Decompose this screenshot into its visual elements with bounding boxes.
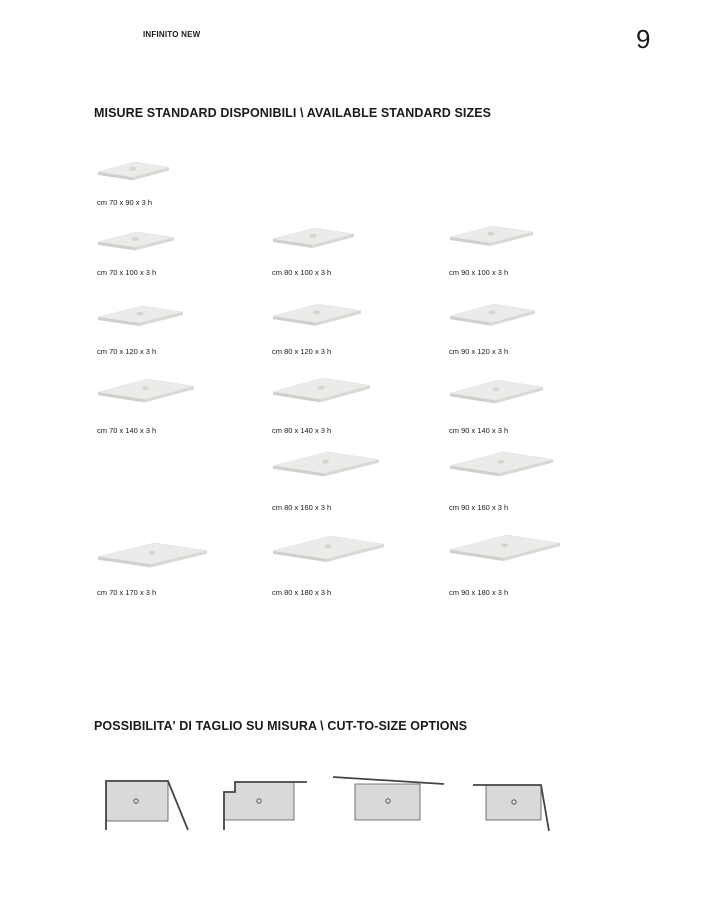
size-label: cm 70 x 90 x 3 h [97, 198, 153, 207]
shower-tray-item [272, 534, 388, 575]
shower-tray-image [272, 450, 383, 489]
size-label: cm 70 x 140 x 3 h [97, 426, 157, 435]
shower-tray-item [97, 230, 178, 262]
shower-tray-image [97, 304, 187, 338]
shower-tray-item [449, 533, 564, 574]
size-label: cm 80 x 120 x 3 h [272, 347, 332, 356]
shower-tray-image [272, 534, 388, 575]
drain-icon [489, 311, 495, 314]
shower-tray-item [272, 450, 383, 489]
shower-tray-image [272, 226, 358, 260]
shower-tray-item [97, 160, 173, 192]
drain-icon [137, 312, 143, 315]
shower-tray-image [449, 533, 564, 574]
shower-tray-image [97, 230, 178, 262]
shower-tray-image [272, 376, 374, 415]
size-label: cm 80 x 100 x 3 h [272, 268, 332, 277]
size-label: cm 90 x 100 x 3 h [449, 268, 509, 277]
cut-options-title: POSSIBILITA' DI TAGLIO SU MISURA \ CUT-TO-SIZE OPTIONS [94, 719, 468, 733]
size-label: cm 80 x 160 x 3 h [272, 503, 332, 512]
shower-tray-image [97, 377, 198, 415]
brand-name: INFINITO NEW [143, 30, 201, 39]
shower-tray-item [449, 224, 537, 258]
shower-tray-image [449, 378, 547, 416]
shower-tray-item [272, 302, 365, 338]
size-label: cm 90 x 180 x 3 h [449, 588, 509, 597]
cut-option-slanted-wall [330, 772, 448, 824]
drain-icon [142, 387, 148, 390]
shower-tray-image [97, 160, 173, 192]
size-label: cm 70 x 120 x 3 h [97, 347, 157, 356]
shower-tray-item [449, 302, 539, 338]
shower-tray-image [97, 541, 211, 580]
shower-tray-item [97, 304, 187, 338]
standard-sizes-title: MISURE STANDARD DISPONIBILI \ AVAILABLE STANDARD SIZES [94, 106, 492, 120]
size-label: cm 70 x 100 x 3 h [97, 268, 157, 277]
drain-icon [322, 460, 328, 463]
drain-icon [310, 234, 316, 237]
shower-tray-item [97, 377, 198, 415]
drain-icon [313, 311, 319, 314]
shower-tray-item [97, 541, 211, 580]
cut-option-angled-side [470, 778, 554, 836]
drain-icon [488, 232, 494, 235]
shower-tray-image [272, 302, 365, 338]
cut-option-diagonal [100, 774, 196, 836]
size-label: cm 80 x 140 x 3 h [272, 426, 332, 435]
drain-icon [325, 545, 331, 548]
drain-icon [493, 388, 499, 391]
size-label: cm 80 x 180 x 3 h [272, 588, 332, 597]
drain-icon [130, 167, 136, 170]
shower-tray-image [449, 302, 539, 338]
shower-tray-item [449, 450, 557, 489]
drain-icon [501, 544, 507, 547]
size-label: cm 90 x 140 x 3 h [449, 426, 509, 435]
shower-tray-image [449, 224, 537, 258]
drain-icon [132, 237, 138, 240]
drain-icon [498, 460, 504, 463]
size-label: cm 90 x 160 x 3 h [449, 503, 509, 512]
page-number: 9 [636, 24, 651, 54]
cut-option-notch [220, 774, 312, 836]
shower-tray-item [272, 376, 374, 415]
size-label: cm 70 x 170 x 3 h [97, 588, 157, 597]
shower-tray-item [449, 378, 547, 416]
drain-icon [149, 551, 155, 554]
shower-tray-image [449, 450, 557, 489]
shower-tray-item [272, 226, 358, 260]
drain-icon [318, 386, 324, 389]
size-label: cm 90 x 120 x 3 h [449, 347, 509, 356]
